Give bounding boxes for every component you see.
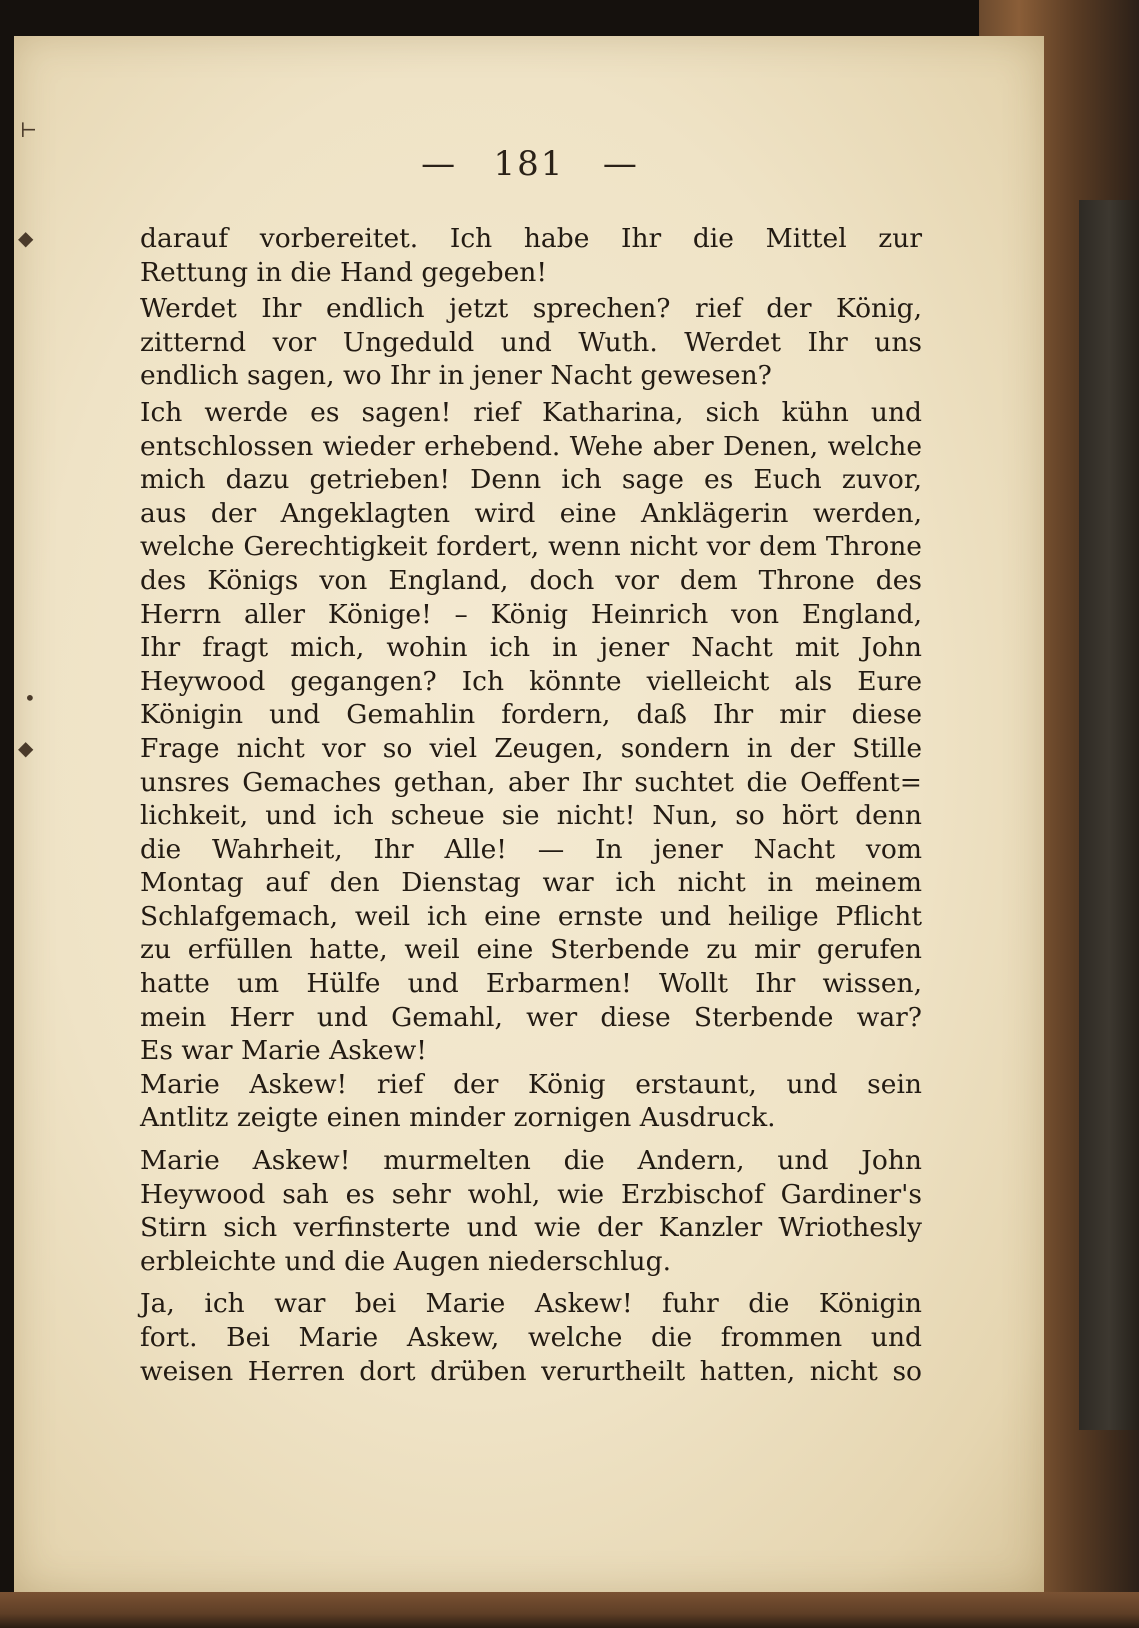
text-line: Schlafgemach, weil ich eine ernste und heilige Pflicht (140, 900, 922, 932)
book-cover-edge (0, 1592, 1139, 1628)
text-line: zitternd vor Ungeduld und Wuth. Werdet Ihr uns (140, 326, 922, 358)
text-line: unsres Gemaches gethan, aber Ihr suchtet die Oeffent= (140, 766, 922, 798)
margin-mark: ⊢ (20, 118, 38, 142)
text-line: Königin und Gemahlin fordern, daß Ihr mir diese (140, 699, 922, 731)
text-line: endlich sagen, wo Ihr in jener Nacht gewesen? (140, 360, 772, 392)
text-line: hatte um Hülfe und Erbarmen! Wollt Ihr wissen, (140, 968, 922, 1000)
text-line: welche Gerechtigkeit fordert, wenn nicht vor dem Throne (140, 531, 922, 563)
text-line: Stirn sich verfinsterte und wie der Kanzler Wriothesly (140, 1212, 922, 1244)
text-line: entschlossen wieder erhebend. Wehe aber Denen, welche (140, 430, 922, 462)
text-line: Rettung in die Hand gegeben! (140, 256, 547, 288)
text-line: fort. Bei Marie Askew, welche die frommen und (140, 1322, 922, 1353)
book-spine-cloth (1079, 200, 1139, 1430)
text-line: Ja, ich war bei Marie Askew! fuhr die Königin (140, 1288, 922, 1320)
body-text (140, 222, 922, 1388)
text-line: erbleichte und die Augen niederschlug. (140, 1245, 671, 1277)
page-number: 181 (493, 144, 565, 184)
header-dash-right: — (602, 144, 637, 184)
text-line: Frage nicht vor so viel Zeugen, sondern in der Stille (140, 732, 922, 764)
text-line: Marie Askew! rief der König erstaunt, und sein (140, 1068, 922, 1100)
text-line: Montag auf den Dienstag war ich nicht in meinem (140, 867, 922, 899)
text-line: mich dazu getrieben! Denn ich sage es Euch zuvor, (140, 464, 922, 496)
text-line: darauf vorbereitet. Ich habe Ihr die Mittel zur (140, 223, 922, 254)
text-line: Es war Marie Askew! (140, 1035, 427, 1067)
text-line: des Königs von England, doch vor dem Throne des (140, 564, 922, 596)
text-line: Ihr fragt mich, wohin ich in jener Nacht mit John (140, 632, 922, 664)
text-line: aus der Angeklagten wird eine Anklägerin werden, (140, 497, 922, 529)
book-page (14, 36, 1044, 1592)
text-line: Werdet Ihr endlich jetzt sprechen? rief der König, (140, 293, 922, 325)
text-line: Marie Askew! murmelten die Andern, und John (140, 1145, 922, 1177)
margin-mark: • (24, 686, 36, 710)
text-line: Heywood sah es sehr wohl, wie Erzbischof Gardiner's (140, 1178, 922, 1210)
text-line: mein Herr und Gemahl, wer diese Sterbende war? (140, 1001, 922, 1033)
text-line: Herrn aller Könige! – König Heinrich von England, (140, 598, 922, 630)
text-line: weisen Herren dort drüben verurtheilt hatten, nicht so (140, 1355, 922, 1387)
header-dash-left: — (421, 144, 456, 184)
page-header (14, 144, 1044, 184)
text-line: zu erfüllen hatte, weil eine Sterbende zu mir gerufen (140, 934, 922, 966)
margin-mark: ◆ (18, 736, 34, 760)
text-line: Heywood gegangen? Ich könnte vielleicht als Eure (140, 665, 922, 697)
text-line: die Wahrheit, Ihr Alle! — In jener Nacht vom (140, 833, 922, 865)
text-line: Ich werde es sagen! rief Katharina, sich kühn und (140, 396, 922, 428)
text-line: lichkeit, und ich scheue sie nicht! Nun, so hört denn (140, 800, 922, 832)
margin-mark: ◆ (18, 226, 34, 250)
text-line: Antlitz zeigte einen minder zornigen Ausdruck. (140, 1102, 776, 1134)
